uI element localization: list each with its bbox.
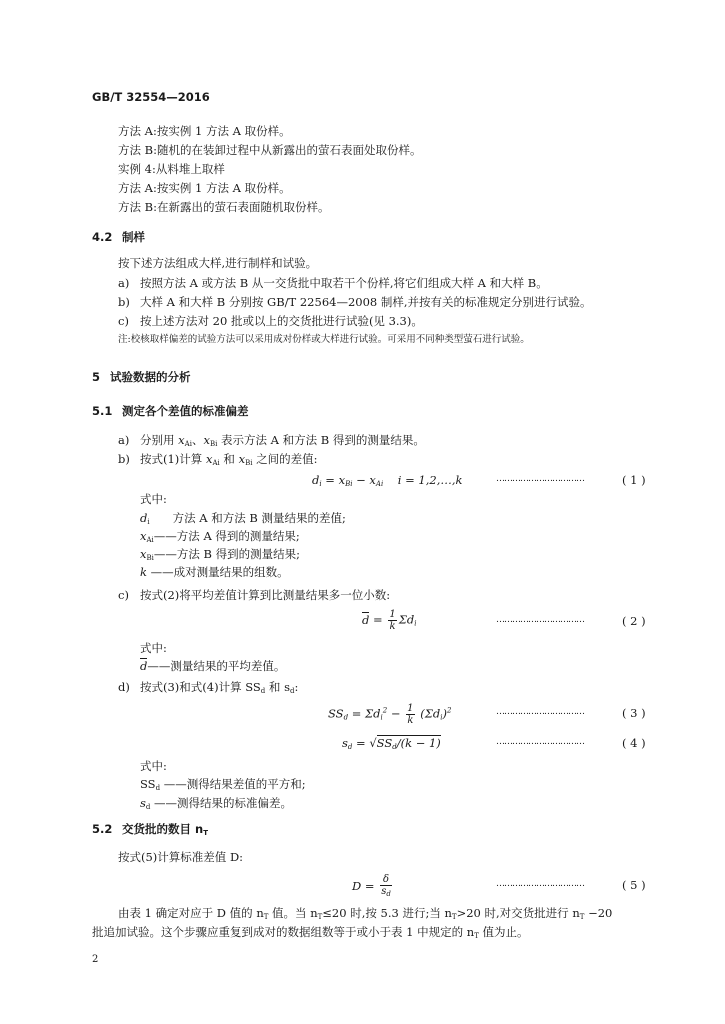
list-item-text: 按式(2)将平均差值计算到比测量结果多一位小数: (140, 588, 391, 602)
list-item-label: c) (118, 588, 129, 602)
paragraph-line: 由表 1 确定对应于 D 值的 $n_T$ 值。当 $n_T\le 20$ 时,按 5.3 进行;当 $n_T>20$ 时,对交货批进行 $n_T -20$ (118, 906, 613, 921)
equation-leader-dots: …………………………… (496, 879, 584, 889)
equation-number: ( 4 ) (622, 736, 646, 750)
definition: d——测量结果的平均差值。 (140, 659, 286, 673)
section-intro: 按下述方法组成大样,进行制样和试验。 (118, 256, 318, 270)
list-item-label: a) (118, 433, 130, 447)
list-item-label: b) (118, 295, 130, 309)
text-line: 实例 4:从料堆上取样 (118, 162, 225, 176)
equation-number: ( 1 ) (622, 473, 646, 487)
standard-number: GB/T 32554—2016 (92, 90, 210, 104)
equation-leader-dots: …………………………… (496, 707, 584, 717)
text-line: 方法 A:按实例 1 方法 A 取份样。 (118, 181, 291, 195)
definition: $x_{Bi}——$方法 B 得到的测量结果; (140, 547, 301, 562)
text-line: 方法 B:在新露出的萤石表面随机取份样。 (118, 200, 330, 214)
page-number: 2 (92, 954, 99, 965)
equation-2: d = $\frac{1}{k}$ $\Sigma d_i$ (362, 609, 417, 632)
list-item-text: 按照方法 A 或方法 B 从一交货批中取若干个份样,将它们组成大样 A 和大样 B。 (140, 276, 548, 290)
section-number-5-2: 5.2 (92, 822, 113, 836)
list-item-label: a) (118, 276, 130, 290)
definition: $x_{Ai}——$方法 A 得到的测量结果; (140, 529, 300, 544)
equation-1: $d_i = x_{Bi} - x_{Ai}$ i = 1,2,…,k (312, 473, 463, 488)
section-title-5-1: 测定各个差值的标准偏差 (122, 404, 249, 418)
where-label: 式中: (140, 641, 167, 655)
definition: k ——成对测量结果的组数。 (140, 565, 289, 579)
equation-5: D = $\frac{\delta}{s_d}$ (352, 874, 391, 898)
equation-4: $s_d = √SS_d/(k - 1)$ (342, 736, 441, 751)
list-item-label: c) (118, 314, 129, 328)
section-title-5-2: 交货批的数目 $n_T$ (122, 822, 208, 837)
note: 注:校核取样偏差的试验方法可以采用成对份样或大样进行试验。可采用不同种类型萤石进行试验。 (118, 334, 530, 345)
where-label: 式中: (140, 492, 167, 506)
section-title-5: 试验数据的分析 (110, 370, 191, 384)
equation-leader-dots: …………………………… (496, 737, 584, 747)
definition: $d_i$ 方法 A 和方法 B 测量结果的差值; (140, 511, 346, 526)
section-number-5: 5 (92, 370, 101, 384)
definition: $SS_d$ ——测得结果差值的平方和; (140, 777, 306, 792)
equation-leader-dots: …………………………… (496, 474, 584, 484)
definition: $s_d$ ——测得结果的标准偏差。 (140, 796, 293, 811)
section-number-5-1: 5.1 (92, 404, 113, 418)
list-item-label: b) (118, 452, 130, 466)
list-item-text: 按上述方法对 20 批或以上的交货批进行试验(见 3.3)。 (140, 314, 423, 328)
paragraph-line: 批追加试验。这个步骤应重复到成对的数据组数等于或小于表 1 中规定的 $n_T$ 值为止。 (92, 925, 529, 940)
section-title-4-2: 制样 (122, 230, 145, 244)
section-number-4-2: 4.2 (92, 230, 113, 244)
list-item-text: 按式(3)和式(4)计算 $SS_d$ 和 $s_d$: (140, 680, 299, 695)
list-item-label: d) (118, 680, 130, 694)
list-item-text: 分别用 $x_{Ai}$、$x_{Bi}$ 表示方法 A 和方法 B 得到的测量结果。 (140, 433, 425, 448)
equation-number: ( 2 ) (622, 614, 646, 628)
equation-number: ( 3 ) (622, 706, 646, 720)
where-label: 式中: (140, 759, 167, 773)
list-item-text: 按式(1)计算 $x_{Ai}$ 和 $x_{Bi}$ 之间的差值: (140, 452, 318, 467)
text-line: 方法 A:按实例 1 方法 A 取份样。 (118, 124, 291, 138)
equation-3: $SS_d = \Sigma d_i^2$ − $\frac{1}{k}$ $(\Sigma d_i)^2$ (328, 703, 452, 726)
equation-leader-dots: …………………………… (496, 615, 584, 625)
equation-number: ( 5 ) (622, 878, 646, 892)
text-line: 方法 B:随机的在装卸过程中从新露出的萤石表面处取份样。 (118, 143, 422, 157)
list-item-text: 大样 A 和大样 B 分别按 GB/T 22564—2008 制样,并按有关的标准规定分别进行试验。 (140, 295, 592, 309)
section-intro: 按式(5)计算标准差值 D: (118, 850, 244, 864)
